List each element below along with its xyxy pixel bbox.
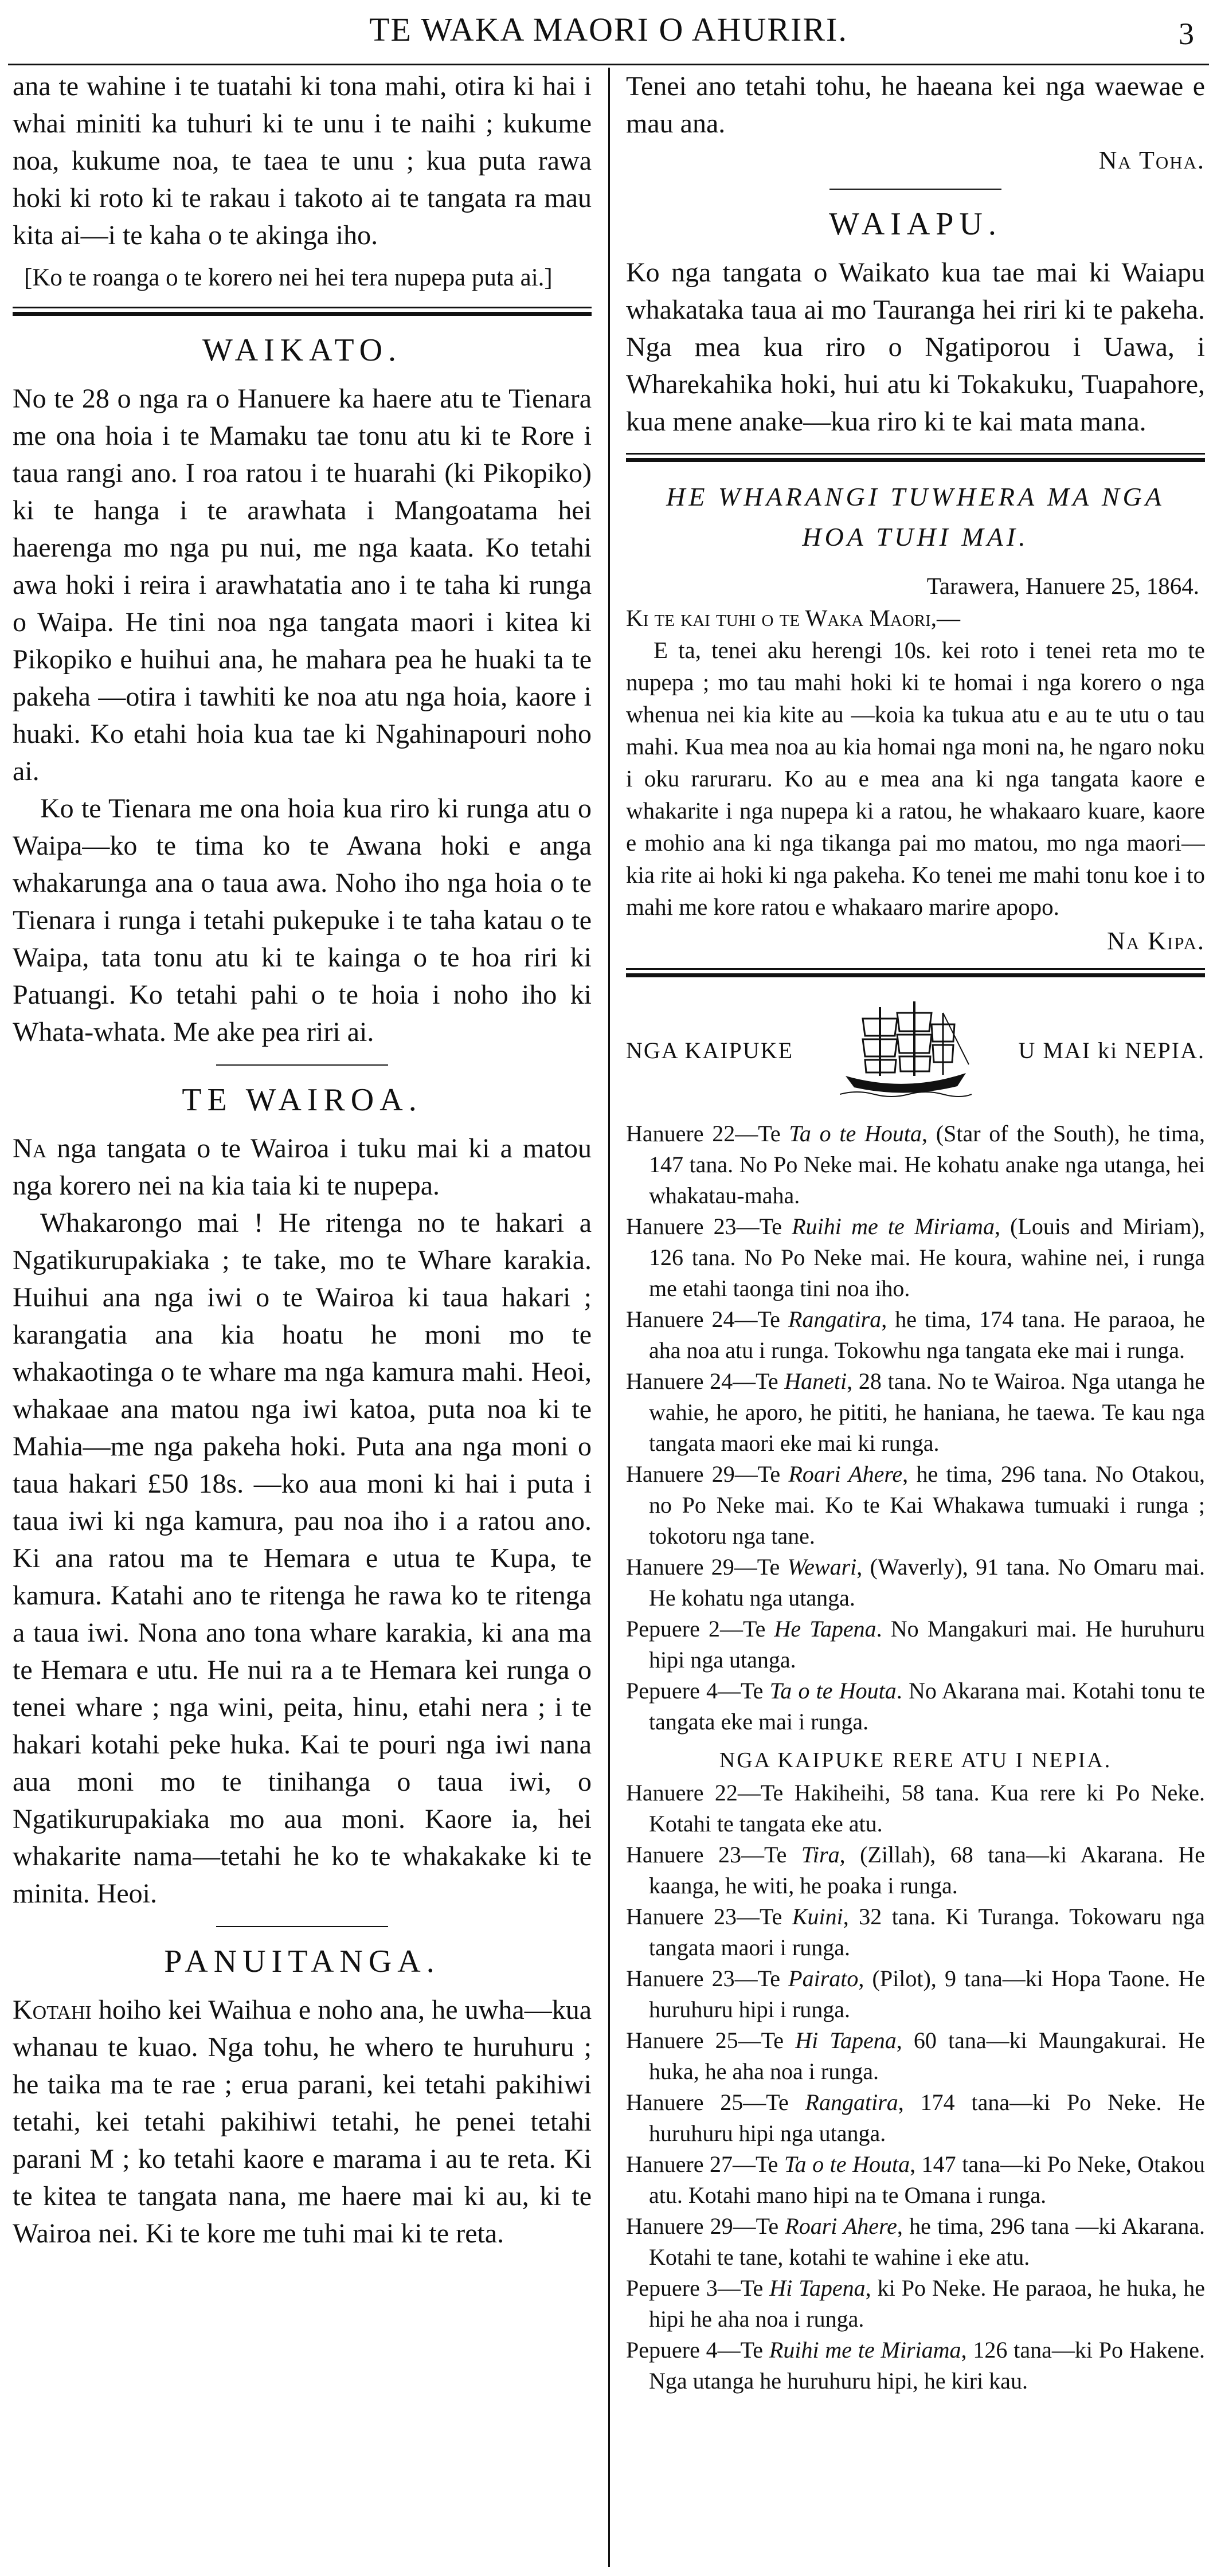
entry-text: , he tima, 296 tana —ki Akarana. Kotahi te tane, kotahi te wahine i eke atu. bbox=[649, 2213, 1205, 2270]
section-heading-wairoa: TE WAIROA. bbox=[182, 1082, 422, 1118]
continued-note: [Ko te roanga o te korero nei hei tera nupepa puta ai.] bbox=[24, 264, 553, 291]
list-item bbox=[626, 2149, 1205, 2211]
ship-name: Ta o te Houta bbox=[769, 1678, 897, 1704]
entry-text: , 32 tana. Ki Turanga. Tokowaru nga tangata maori i runga. bbox=[649, 1904, 1205, 1960]
entry-date: Hanuere 24—Te bbox=[626, 1306, 788, 1332]
entry-date: Hanuere 23—Te bbox=[626, 1966, 789, 1991]
entry-text: , 147 tana—ki Po Neke, Otakou atu. Kotahi mano hipi na te Omana i runga. bbox=[649, 2151, 1205, 2208]
entry-date: Pepuere 4—Te bbox=[626, 2337, 769, 2363]
list-item bbox=[626, 1459, 1205, 1552]
list-item bbox=[626, 1211, 1205, 1304]
separator-rule bbox=[216, 1064, 388, 1066]
lead-capital: Kotahi bbox=[13, 1995, 92, 2025]
entry-text: Hakiheihi, 58 tana. Kua rere ki Po Neke. Kotahi te tangata eke atu. bbox=[649, 1780, 1205, 1837]
ship-name: Pairato bbox=[788, 1966, 859, 1991]
page-number: 3 bbox=[1179, 17, 1194, 51]
section-rule bbox=[626, 453, 1205, 462]
newspaper-title: TE WAKA MAORI O AHURIRI. bbox=[369, 11, 848, 48]
list-item bbox=[626, 1901, 1205, 1963]
entry-text: , (Pilot), 9 tana—ki Hopa Taone. He huruhuru hipi i runga. bbox=[649, 1966, 1205, 2022]
wairoa-paragraph: Whakarongo mai ! He ritenga no te hakari a Ngatikurupakiaka ; te take, mo te Whare karakia. Huihui ana nga iwi o te Wairoa ki taua hakari ; karangatia ana kia hoatu he moni mo te whakaotinga o te whare ma nga kamura mahi. Heoi, whakaae ana matou nga iwi katoa, puta noa ki te Mahia—me nga pakeha hoki. Puta ana nga moni o taua hakari £50 18s. —ko aua moni ki hai i puta i taua iwi ki nga kamura, pau noa iho i a ratou ano. Ki ana ratou ma te Hemara e utua te Kupa, te kamura. Katahi ano te ritenga he rawa ko te ritenga a taua iwi. Nona ano tona whare karakia, ki ana ma te Hemara e utu. He nui ra a te Hemara kei runga o tenei whare ; nga wini, peita, hinu, etahi nera ; i te hakari kotahi peke huka. Kai te pouri nga iwi nana aua moni mo te tinihanga o taua iwi, o Ngatikurupakiaka mo aua moni. Kaore ia, hei whakarite nama—tetahi he ko te whakakake ki te minita. Heoi. bbox=[13, 1208, 592, 1909]
entry-text: , (Star of the South), he tima, 147 tana. No Po Neke mai. He kohatu anake nga utanga, hei whakatau-maha. bbox=[649, 1121, 1205, 1208]
letter-body: E ta, tenei aku herengi 10s. kei roto i tenei reta mo te nupepa ; mo tau mahi hoki ki te homai i nga korero o nga whenua nei kia kite au —koia ka tukua atu e au te utu o tau mahi. Kua mea noa au kia homai nga moni na, he ngaro noku i oku raruraru. Ko au e mea ana ki nga tangata kaore e whakarite i nga nupepa ki a ratou, he whakaaro kuare, kaore e mohio ana ki nga tikanga pai mo matou, mo nga maori—kia rite ai hoki ki nga pakeha. Ko tenei me mahi tonu koe i to mahi me kore ratou e whakaaro marire apopo. bbox=[626, 637, 1205, 920]
arrivals-list bbox=[626, 1118, 1205, 1737]
entry-text: , (Louis and Miriam), 126 tana. No Po Neke mai. He koura, wahine nei, i runga me etahi taonga tini noa iho. bbox=[649, 1213, 1205, 1301]
letters-heading-line: HE WHARANGI TUWHERA MA NGA bbox=[666, 482, 1165, 511]
shipping-heading-left: NGA KAIPUKE bbox=[626, 1037, 793, 1063]
waiapu-paragraph: Ko nga tangata o Waikato kua tae mai ki Waiapu whakataka taua ai mo Tauranga hei riri ki te pakeha. Nga mea kua riro o Ngatiporou i Uawa, i Wharekahika hoki, hui atu ki Tokakuku, Tuapahore, kua mene anake—kua riro ki te kai mata mana. bbox=[626, 257, 1205, 437]
lead-capital: Na bbox=[13, 1133, 47, 1164]
panuitanga-text: hoiho kei Waihua e noho ana, he uwha—kua whanau te kuao. Nga tohu, he whero te huruhuru ; he taika ma te rae ; erua parani, kei tetahi pakihiwi tetahi, kei tetahi pakihiwi tetahi, he penei tetahi parani M ; ko tetahi kaore e marama i au te reta. Ki te kitea te tangata nana, me haere mai ki au, ki te Wairoa nei. Ki te kore me tuhi mai ki te reta. bbox=[13, 1995, 592, 2249]
ship-name: He Tapena bbox=[774, 1616, 876, 1642]
signature: Na Kipa. bbox=[1106, 927, 1205, 955]
entry-text: , 174 tana—ki Po Neke. He huruhuru hipi nga utanga. bbox=[649, 2089, 1205, 2146]
departures-list bbox=[626, 1778, 1205, 2397]
list-item bbox=[626, 1366, 1205, 1459]
entry-date: Pepuere 4—Te bbox=[626, 1678, 770, 1704]
ship-name: Hi Tapena bbox=[769, 2275, 866, 2301]
section-rule bbox=[626, 968, 1205, 977]
list-item bbox=[626, 2025, 1205, 2087]
entry-date: Hanuere 25—Te bbox=[626, 2027, 796, 2053]
entry-date: Hanuere 22—Te bbox=[626, 1780, 795, 1806]
entry-date: Hanuere 29—Te bbox=[626, 2213, 785, 2239]
column-divider bbox=[608, 68, 610, 2567]
list-item bbox=[626, 2335, 1205, 2397]
waikato-paragraph bbox=[13, 790, 592, 1051]
section-heading-waiapu: WAIAPU. bbox=[829, 206, 1002, 242]
wairoa-text: nga tangata o te Wairoa i tuku mai ki a matou nga korero nei na kia taia ki te nupepa. bbox=[13, 1133, 592, 1201]
ship-name: Tira bbox=[801, 1842, 840, 1868]
right-column bbox=[626, 68, 1205, 2567]
entry-date: Hanuere 23—Te bbox=[626, 1904, 792, 1929]
list-item bbox=[626, 1675, 1205, 1737]
letters-heading bbox=[626, 477, 1205, 557]
list-item bbox=[626, 1304, 1205, 1366]
wairoa-paragraph bbox=[13, 1130, 592, 1204]
list-item bbox=[626, 2087, 1205, 2149]
shipping-heading-right: U MAI ki NEPIA. bbox=[1018, 1037, 1205, 1063]
entry-text: , he tima, 296 tana. No Otakou, no Po Neke mai. Ko te Kai Whakawa tumuaki i runga ; tokotoru nga tane. bbox=[649, 1461, 1205, 1549]
ship-name: Rangatira bbox=[805, 2089, 898, 2115]
ship-name: Roari Ahere bbox=[788, 1461, 903, 1487]
entry-date: Hanuere 22—Te bbox=[626, 1121, 789, 1146]
list-item bbox=[626, 1963, 1205, 2025]
entry-date: Hanuere 24—Te bbox=[626, 1368, 785, 1394]
sailing-ship-icon bbox=[840, 996, 972, 1105]
entry-date: Hanuere 23—Te bbox=[626, 1842, 801, 1868]
dateline: Tarawera, Hanuere 25, 1864. bbox=[926, 573, 1199, 599]
list-item bbox=[626, 1118, 1205, 1211]
departures-heading: NGA KAIPUKE RERE ATU I NEPIA. bbox=[719, 1748, 1112, 1772]
list-item bbox=[626, 2211, 1205, 2273]
ship-name: Ruihi me te Miriama bbox=[769, 2337, 961, 2363]
entry-text: , he tima, 174 tana. He paraoa, he aha noa atu i runga. Tokowhu nga tangata eke mai i runga. bbox=[649, 1306, 1205, 1363]
section-rule bbox=[13, 307, 592, 316]
entry-text: , 126 tana—ki Po Hakene. Nga utanga he huruhuru hipi, he kiri kau. bbox=[649, 2337, 1205, 2394]
entry-date: Hanuere 29—Te bbox=[626, 1461, 789, 1487]
entry-date: Pepuere 3—Te bbox=[626, 2275, 770, 2301]
ship-name: Haneti bbox=[784, 1368, 847, 1394]
page-header bbox=[0, 3, 1217, 65]
section-heading-waikato: WAIKATO. bbox=[202, 332, 402, 368]
entry-text: , (Zillah), 68 tana—ki Akarana. He kaanga, he witi, he poaka i runga. bbox=[649, 1842, 1205, 1898]
shipping-heading bbox=[626, 996, 1205, 1105]
notice-continuation: Tenei ano tetahi tohu, he haeana kei nga waewae e mau ana. bbox=[626, 71, 1205, 139]
list-item bbox=[626, 1839, 1205, 1901]
entry-date: Hanuere 23—Te bbox=[626, 1213, 792, 1239]
ship-name: Hi Tapena bbox=[795, 2027, 897, 2053]
entry-text: , ki Po Neke. He paraoa, he huka, he hipi he aha noa i runga. bbox=[649, 2275, 1205, 2332]
left-column bbox=[13, 68, 592, 2567]
entry-text: . No Mangakuri mai. He huruhuru hipi nga utanga. bbox=[649, 1616, 1205, 1673]
signature: Na Toha. bbox=[1098, 146, 1205, 174]
ship-name: Kuini bbox=[792, 1904, 843, 1929]
entry-date: Pepuere 2—Te bbox=[626, 1616, 774, 1642]
ship-name: Ta o te Houta bbox=[784, 2151, 910, 2177]
ship-name: Ta o te Houta bbox=[789, 1121, 922, 1146]
story-continuation: ana te wahine i te tuatahi ki tona mahi, otira ki hai i whai miniti ka tuhuri ki te unu i te naihi ; kukume noa, kukume noa, te taea te unu ; kua puta rawa hoki ki roto ki te rakau i takoto ai te tangata ra mau kita ai—i te kaha o te akinga iho. bbox=[13, 71, 592, 250]
list-item bbox=[626, 1778, 1205, 1839]
entry-date: Hanuere 25—Te bbox=[626, 2089, 805, 2115]
entry-text: , 60 tana—ki Maungakurai. He huka, he aha noa i runga. bbox=[649, 2027, 1205, 2084]
header-rule bbox=[8, 64, 1209, 65]
list-item bbox=[626, 1614, 1205, 1675]
entry-text: . No Akarana mai. Kotahi tonu te tangata eke mai i runga. bbox=[649, 1678, 1205, 1735]
list-item bbox=[626, 1552, 1205, 1614]
list-item bbox=[626, 2273, 1205, 2335]
entry-date: Hanuere 27—Te bbox=[626, 2151, 784, 2177]
section-heading-panuitanga: PANUITANGA. bbox=[164, 1944, 440, 1979]
separator-rule bbox=[216, 1926, 388, 1927]
ship-name: Rangatira bbox=[788, 1306, 882, 1332]
salutation: Ki te kai tuhi o te Waka Maori,— bbox=[626, 605, 960, 631]
separator-rule bbox=[829, 189, 1001, 190]
letters-heading-line: HOA TUHI MAI. bbox=[802, 522, 1029, 551]
waikato-paragraph: No te 28 o nga ra o Hanuere ka haere atu te Tienara me ona hoia i te Mamaku tae tonu atu ki te Rore i taua rangi ano. I roa ratou i te huarahi (ki Pikopiko) ki te hanga i te arawhata i Mangoatama hei haerenga mo nga pu nui, me nga kaata. Ko tetahi awa hoki i reira i arawhatatia ano i te taha ki runga o Waipa. He tini noa nga tangata maori i kitea ki Pikopiko e huihui ana, he mahara pea he huaki ta te pakeha —otira i tawhiti ke noa atu nga hoia, kaore i huaki. Ko etahi hoia kua tae ki Ngahinapouri noho ai. bbox=[13, 383, 592, 786]
entry-text: , (Waverly), 91 tana. No Omaru mai. He kohatu nga utanga. bbox=[649, 1554, 1205, 1611]
ship-name: Wewari bbox=[787, 1554, 857, 1580]
panuitanga-paragraph bbox=[13, 1991, 592, 2252]
waikato-text: Ko te Tienara me ona hoia kua riro ki runga atu o Waipa—ko te tima ko te Awana hoki e anga whakarunga ana o taua awa. Noho iho nga hoia o te Tienara i runga i tetahi pukepuke i te taha katau o te Waipa, tata tonu atu ki te kainga o te hoa riri ki Patuangi. Ko tetahi pahi o te hoia i noho iho ki Whata-whata. Me ake pea riri ai. bbox=[13, 793, 592, 1047]
entry-date: Hanuere 29—Te bbox=[626, 1554, 788, 1580]
entry-text: , 28 tana. No te Wairoa. Nga utanga he wahie, he aporo, he pititi, he haniana, he taewa. Te kau nga tangata maori eke mai ki runga. bbox=[649, 1368, 1205, 1456]
ship-name: Ruihi me te Miriama bbox=[792, 1213, 995, 1239]
ship-name: Roari Ahere bbox=[785, 2213, 897, 2239]
